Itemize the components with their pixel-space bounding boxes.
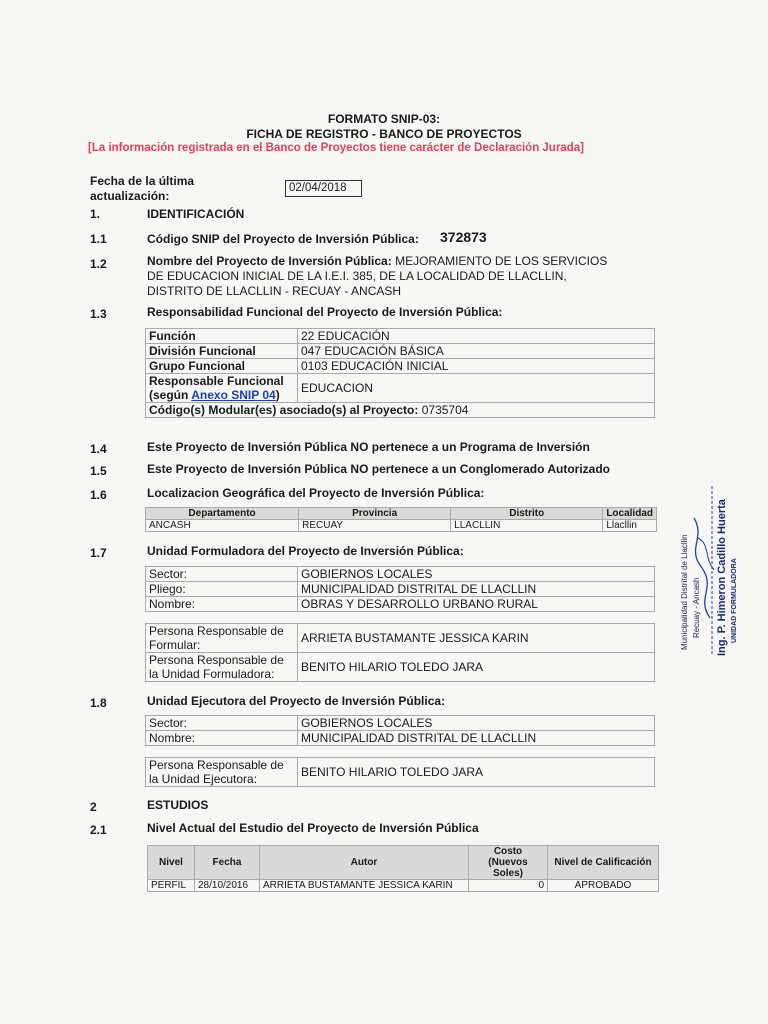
section-title: IDENTIFICACIÓN: [147, 207, 245, 221]
section-title: ESTUDIOS: [147, 798, 209, 812]
declaration-notice: [La información registrada en el Banco de Proyectos tiene carácter de Declaración Jurada]: [88, 142, 584, 154]
section-number: 1.7: [90, 546, 107, 560]
snip-code-value: 372873: [440, 229, 487, 245]
anexo-snip-04-link[interactable]: Anexo SNIP 04: [191, 388, 276, 402]
section-title: Unidad Ejecutora del Proyecto de Inversión Pública:: [147, 694, 446, 708]
section-title: Localizacion Geográfica del Proyecto de Inversión Pública:: [147, 486, 485, 500]
section-number: 1.2: [90, 257, 107, 271]
section-number: 1.3: [90, 307, 107, 321]
section-number: 1.1: [90, 232, 107, 246]
section-title: Nivel Actual del Estudio del Proyecto de Inversión Pública: [147, 821, 479, 835]
snip-code-label: Código SNIP del Proyecto de Inversión Pública:: [147, 232, 419, 246]
responsable-ejecutora-table: Persona Responsable de la Unidad Ejecutora: BENITO HILARIO TOLEDO JARA: [145, 757, 655, 787]
fecha-label: Fecha de la última actualización:: [90, 174, 195, 203]
unidad-ejecutora-table: Sector: GOBIERNOS LOCALES Nombre: MUNICIPALIDAD DISTRITAL DE LLACLLIN: [145, 715, 655, 746]
form-subtitle: FICHA DE REGISTRO - BANCO DE PROYECTOS: [246, 127, 522, 141]
fecha-value: 02/04/2018: [285, 180, 362, 197]
section-number: 2.1: [90, 823, 107, 837]
section-number: 1.6: [90, 488, 107, 502]
project-name: Nombre del Proyecto de Inversión Pública: MEJORAMIENTO DE LOS SERVICIOS DE EDUCACION INICIAL DE LA I.E.I. 385, DE LA LOCALIDAD DE LLACLLIN, DISTRITO DE LLACLLIN - RECUAY - ANCASH: [147, 254, 608, 298]
estudio-table: Nivel Fecha Autor Costo (Nuevos Soles) Nivel de Calificación PERFIL 28/10/2016 ARRIETA BUSTAMANTE JESSICA KARIN 0 APROBADO: [147, 845, 659, 892]
section-number: 1.8: [90, 696, 107, 710]
programa-statement: Este Proyecto de Inversión Pública NO pertenece a un Programa de Inversión: [147, 440, 590, 454]
localizacion-table: Departamento Provincia Distrito Localidad ANCASH RECUAY LLACLLIN Llacllin: [145, 507, 657, 532]
section-number: 1.4: [90, 442, 107, 456]
section-number: 2: [90, 800, 97, 814]
conglomerado-statement: Este Proyecto de Inversión Pública NO pertenece a un Conglomerado Autorizado: [147, 462, 610, 476]
responsabilidad-table: Función 22 EDUCACIÓN División Funcional 047 EDUCACIÓN BÁSICA Grupo Funcional 0103 EDUCACIÓN INICIAL Responsable Funcional (según Anexo SNIP 04) EDUCACION Código(s) Modular(es) asociado(s) al Proyecto: 0735704: [145, 328, 655, 418]
unidad-formuladora-table: Sector: GOBIERNOS LOCALES Pliego: MUNICIPALIDAD DISTRITAL DE LLACLLIN Nombre: OBRAS Y DESARROLLO URBANO RURAL: [145, 566, 655, 612]
section-title: Responsabilidad Funcional del Proyecto de Inversión Pública:: [147, 305, 503, 319]
section-number: 1.: [90, 207, 101, 221]
form-title: FORMATO SNIP-03:: [327, 112, 441, 126]
responsables-formuladora-table: Persona Responsable de Formular: ARRIETA BUSTAMANTE JESSICA KARIN Persona Responsable de la Unidad Formuladora: BENITO HILARIO TOLEDO JARA: [145, 623, 655, 682]
official-stamp: Municipalidad Distrital de Llacllin Recuay - Ancash Ing. P. Himeron Cadillo Huerta UNIDAD FORMULADORA: [676, 478, 768, 658]
section-number: 1.5: [90, 464, 107, 478]
signature-scribble: [676, 478, 768, 658]
section-title: Unidad Formuladora del Proyecto de Inversión Pública:: [147, 544, 464, 558]
